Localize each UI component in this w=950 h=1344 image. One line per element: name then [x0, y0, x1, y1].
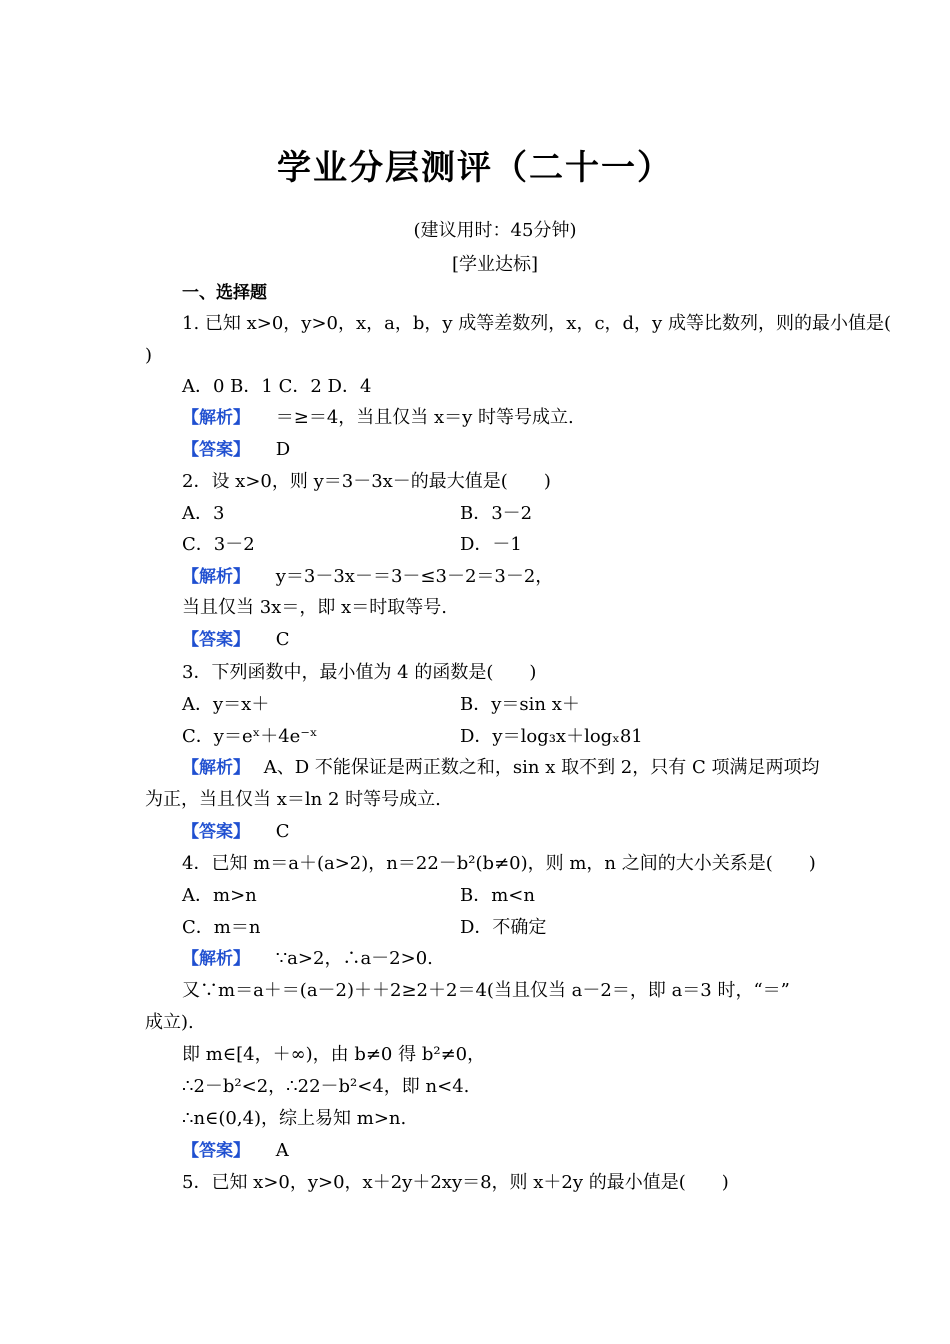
analysis-tag: 【解析】	[182, 949, 250, 969]
q3-analysis-row	[182, 756, 819, 780]
answer-tag: 【答案】	[182, 630, 250, 650]
q1-analysis-row	[182, 406, 574, 430]
answer-tag: 【答案】	[182, 440, 250, 460]
q3-option-b: B．y＝sin x＋	[460, 694, 580, 715]
q5-stem: 5．已知 x>0，y>0，x＋2y＋2xy＝8，则 x＋2y 的最小值是( )	[182, 1172, 729, 1193]
q4-analysis: ∵a>2，∴a－2>0.	[275, 948, 433, 969]
q2-analysis: y＝3－3x－＝3－≤3－2＝3－2，	[275, 566, 554, 587]
suggested-time: (建议用时：45分钟)	[413, 220, 577, 241]
q2-answer-row	[182, 628, 290, 652]
q2-stem: 2．设 x>0，则 y＝3－3x－的最大值是( )	[182, 471, 551, 492]
q2-analysis-cont: 当且仅当 3x＝，即 x＝时取等号.	[182, 597, 447, 618]
q4-option-a: A．m>n	[182, 885, 257, 906]
q4-analysis-line-3: 成立).	[145, 1012, 194, 1033]
q2-option-b: B．3－2	[460, 503, 533, 524]
q3-option-d: D．y＝log₃x＋logₓ81	[460, 726, 643, 747]
q2-answer: C	[275, 629, 290, 650]
analysis-tag: 【解析】	[182, 567, 250, 587]
q3-option-c: C．y＝eˣ＋4e⁻ˣ	[182, 726, 318, 747]
q3-analysis-cont: 为正，当且仅当 x＝ln 2 时等号成立.	[145, 789, 441, 810]
q4-analysis-line-5: ∴2－b²<2，∴22－b²<4，即 n<4.	[182, 1076, 470, 1097]
q2-option-a: A．3	[182, 503, 225, 524]
q2-option-d: D．－1	[460, 534, 522, 555]
q3-option-a: A．y＝x＋	[182, 694, 270, 715]
q3-answer: C	[275, 821, 290, 842]
q4-option-c: C．m＝n	[182, 917, 261, 938]
page-title: 学业分层测评（二十一）	[277, 148, 673, 188]
q4-answer-row	[182, 1139, 289, 1163]
part-heading: 一、选择题	[182, 283, 267, 303]
q1-stem-end: )	[145, 345, 153, 366]
q4-option-d: D．不确定	[460, 917, 547, 938]
section-tag: [学业达标]	[451, 254, 539, 275]
answer-tag: 【答案】	[182, 1141, 250, 1161]
q3-stem: 3．下列函数中，最小值为 4 的函数是( )	[182, 662, 537, 683]
q1-answer-row	[182, 438, 290, 462]
q1-stem: 1. 已知 x>0，y>0，x，a，b，y 成等差数列，x，c，d，y 成等比数列，则的最小值是(	[182, 313, 891, 334]
answer-tag: 【答案】	[182, 822, 250, 842]
q4-analysis-line-6: ∴n∈(0,4)，综上易知 m>n.	[182, 1108, 407, 1129]
q2-option-c: C．3－2	[182, 534, 255, 555]
q4-analysis-row	[182, 947, 433, 971]
analysis-tag: 【解析】	[182, 408, 250, 428]
q4-analysis-line-4: 即 m∈[4，＋∞)，由 b≠0 得 b²≠0，	[182, 1044, 486, 1065]
q4-option-b: B．m<n	[460, 885, 535, 906]
q1-answer: D	[275, 439, 291, 460]
q4-stem: 4．已知 m＝a＋(a>2)，n＝22－b²(b≠0)，则 m，n 之间的大小关系是( )	[182, 853, 816, 874]
q4-answer: A	[275, 1140, 289, 1161]
q3-analysis: A、D 不能保证是两正数之和，sin x 取不到 2，只有 C 项满足两项均	[263, 757, 820, 778]
q3-answer-row	[182, 820, 290, 844]
q2-analysis-row	[182, 565, 553, 589]
q4-analysis-line-2: 又∵m＝a＋＝(a－2)＋＋2≥2＋2＝4(当且仅当 a－2＝，即 a＝3 时，“＝”	[182, 980, 790, 1001]
q1-analysis: ＝≥＝4，当且仅当 x＝y 时等号成立.	[275, 407, 574, 428]
analysis-tag: 【解析】	[182, 758, 250, 778]
q1-options: A．0 B．1 C．2 D．4	[182, 376, 372, 397]
